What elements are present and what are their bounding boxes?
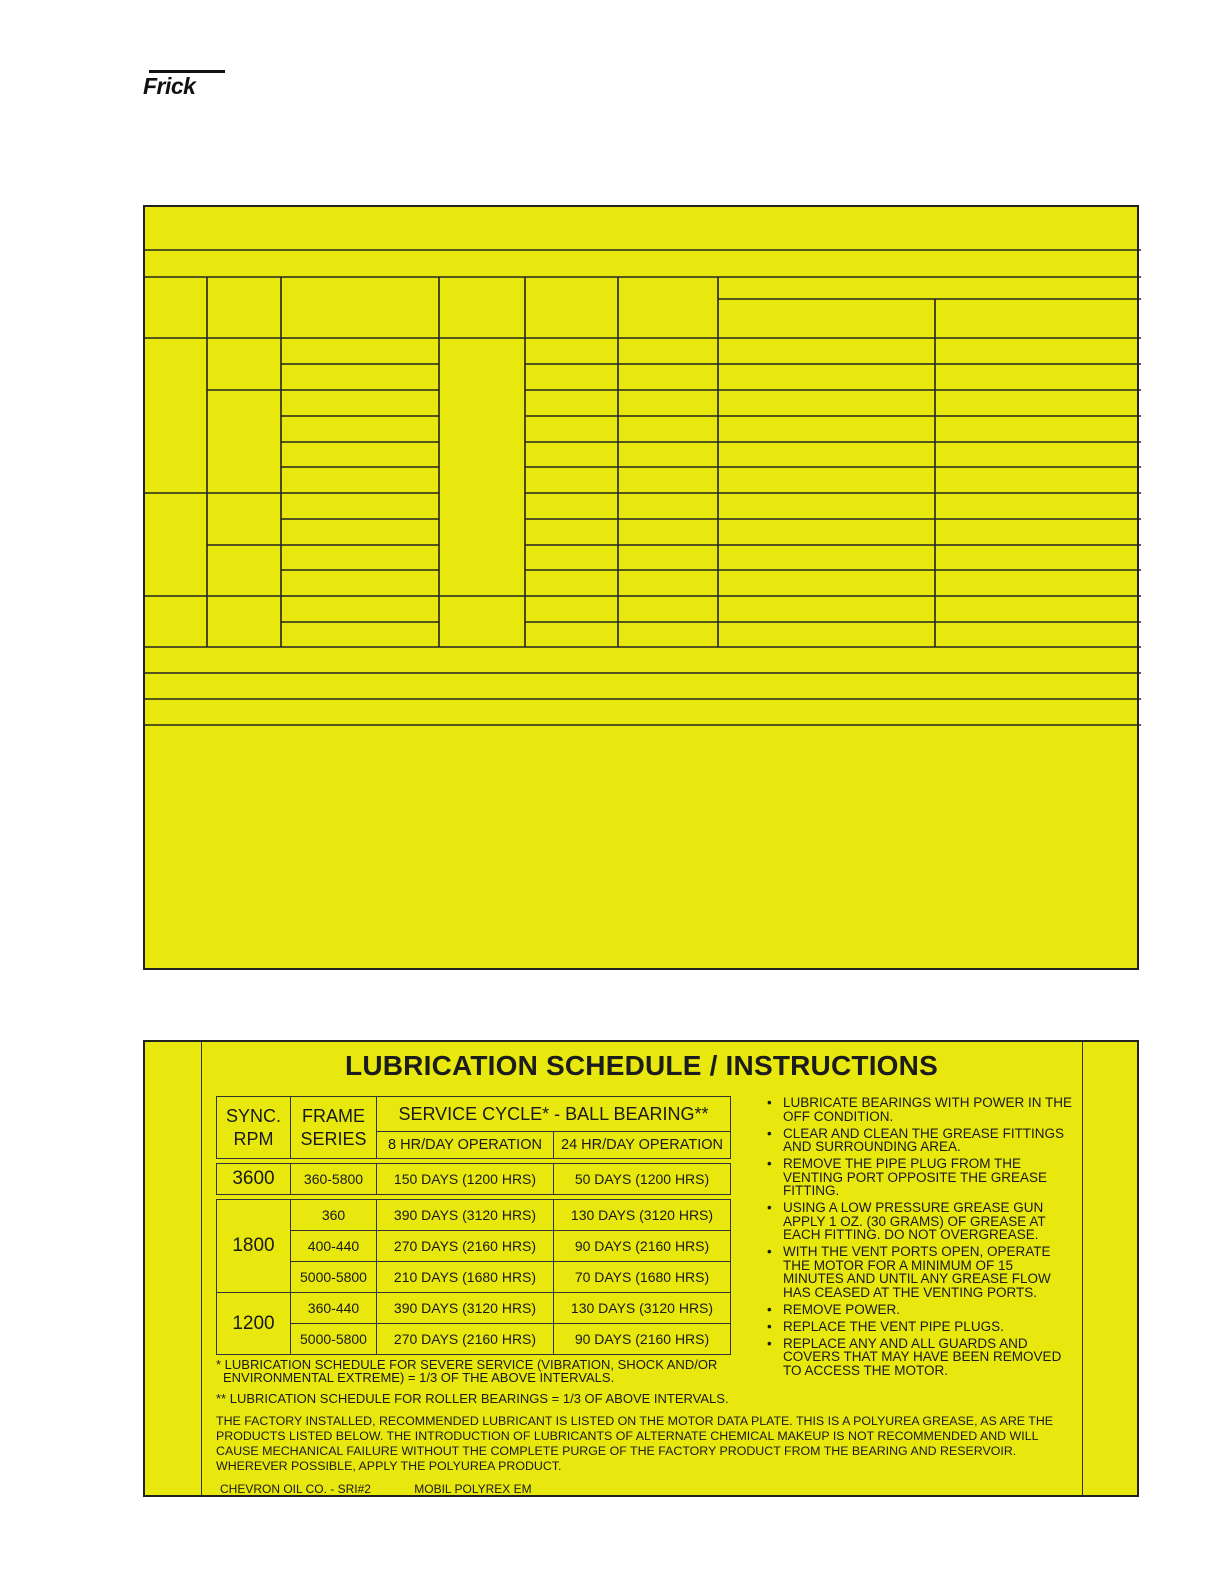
op8-cell: 390 DAYS (3120 HRS) <box>377 1293 554 1324</box>
list-item: • REMOVE POWER. <box>765 1303 1075 1317</box>
op8-cell: 270 DAYS (2160 HRS) <box>377 1231 554 1262</box>
op8-cell: 390 DAYS (3120 HRS) <box>377 1200 554 1231</box>
op24-cell: 50 DAYS (1200 HRS) <box>554 1164 731 1195</box>
footnote-severe-service <box>216 1358 717 1384</box>
product-list <box>220 1482 572 1496</box>
op8-cell: 210 DAYS (1680 HRS) <box>377 1262 554 1293</box>
frame-cell: 5000-5800 <box>291 1262 377 1293</box>
frame-cell: 360-5800 <box>291 1164 377 1195</box>
lubrication-label <box>143 1040 1139 1497</box>
table-row <box>217 1293 731 1324</box>
header-rpm: RPM <box>233 1128 274 1149</box>
rpm-cell: 1800 <box>217 1200 291 1293</box>
table-row <box>217 1200 731 1231</box>
table-row <box>217 1231 731 1262</box>
blank-lubrication-label <box>143 205 1139 970</box>
frame-cell: 360-440 <box>291 1293 377 1324</box>
table-row <box>217 1164 731 1195</box>
header-sync: SYNC. <box>225 1105 281 1126</box>
list-item: • WITH THE VENT PORTS OPEN, OPERATE THE MOTOR FOR A MINIMUM OF 15 MINUTES AND UNTIL ANY GREASE FLOW HAS CEASED AT THE VENTING PORTS. <box>765 1245 1075 1299</box>
lubricant-paragraph: THE FACTORY INSTALLED, RECOMMENDED LUBRICANT IS LISTED ON THE MOTOR DATA PLATE. THIS IS A POLYUREA GREASE, AS ARE THE PRODUCTS LISTED BELOW. THE INTRODUCTION OF LUBRICANTS OF ALTERNATE CHEMICAL MAKEUP IS NOT RECOMMENDED AND WILL CAUSE MECHANICAL FAILURE WITHOUT THE COMPLETE PURGE OF THE FACTORY PRODUCT FROM THE BEARING AND RESERVOIR. WHEREVER POSSIBLE, APPLY THE POLYUREA PRODUCT. <box>216 1414 1054 1473</box>
table-row <box>217 1324 731 1355</box>
op8-cell: 150 DAYS (1200 HRS) <box>377 1164 554 1195</box>
label-title: LUBRICATION SCHEDULE / INSTRUCTIONS <box>345 1050 938 1081</box>
table-row <box>217 1262 731 1293</box>
header-sync-rpm <box>217 1097 291 1159</box>
right-margin-line <box>1082 1042 1083 1495</box>
header-service-cycle: SERVICE CYCLE* - BALL BEARING** <box>377 1097 731 1132</box>
frame-cell: 360 <box>291 1200 377 1231</box>
op24-cell: 90 DAYS (2160 HRS) <box>554 1324 731 1355</box>
footnote-severe-line2: ENVIRONMENTAL EXTREME) = 1/3 OF THE ABOVE INTERVALS. <box>223 1370 615 1385</box>
list-item: • REPLACE THE VENT PIPE PLUGS. <box>765 1320 1075 1334</box>
header-frame-series <box>291 1097 377 1159</box>
footnote-roller-bearings: ** LUBRICATION SCHEDULE FOR ROLLER BEARINGS = 1/3 OF ABOVE INTERVALS. <box>216 1391 729 1406</box>
list-item: • REMOVE THE PIPE PLUG FROM THE VENTING PORT OPPOSITE THE GREASE FITTING. <box>765 1157 1075 1198</box>
lubrication-schedule-table <box>216 1096 731 1355</box>
left-margin-line <box>201 1042 202 1495</box>
header-24hr-operation: 24 HR/DAY OPERATION <box>554 1132 731 1159</box>
header-frame: FRAME <box>302 1105 365 1126</box>
op8-cell: 270 DAYS (2160 HRS) <box>377 1324 554 1355</box>
rpm-cell: 1200 <box>217 1293 291 1355</box>
frame-cell: 5000-5800 <box>291 1324 377 1355</box>
header-series: SERIES <box>300 1128 367 1149</box>
instruction-list <box>765 1096 1075 1381</box>
product-chevron: CHEVRON OIL CO. - SRI#2 <box>220 1482 371 1496</box>
op24-cell: 130 DAYS (3120 HRS) <box>554 1200 731 1231</box>
list-item: • CLEAR AND CLEAN THE GREASE FITTINGS AND SURROUNDING AREA. <box>765 1127 1075 1154</box>
header-8hr-operation: 8 HR/DAY OPERATION <box>377 1132 554 1159</box>
op24-cell: 70 DAYS (1680 HRS) <box>554 1262 731 1293</box>
list-item: • LUBRICATE BEARINGS WITH POWER IN THE OFF CONDITION. <box>765 1096 1075 1123</box>
product-mobil: MOBIL POLYREX EM <box>414 1482 532 1496</box>
frick-logo <box>143 70 227 100</box>
op24-cell: 130 DAYS (3120 HRS) <box>554 1293 731 1324</box>
blank-label-grid <box>145 207 1141 972</box>
frame-cell: 400-440 <box>291 1231 377 1262</box>
list-item: • USING A LOW PRESSURE GREASE GUN APPLY 1 OZ. (30 GRAMS) OF GREASE AT EACH FITTING. DO NOT OVERGREASE. <box>765 1201 1075 1242</box>
rpm-cell: 3600 <box>217 1164 291 1195</box>
list-item: • REPLACE ANY AND ALL GUARDS AND COVERS THAT MAY HAVE BEEN REMOVED TO ACCESS THE MOTOR. <box>765 1337 1075 1378</box>
op24-cell: 90 DAYS (2160 HRS) <box>554 1231 731 1262</box>
logo-wordmark: Frick <box>143 73 196 99</box>
footnote-severe-line1: * LUBRICATION SCHEDULE FOR SEVERE SERVICE (VIBRATION, SHOCK AND/OR <box>216 1357 718 1372</box>
